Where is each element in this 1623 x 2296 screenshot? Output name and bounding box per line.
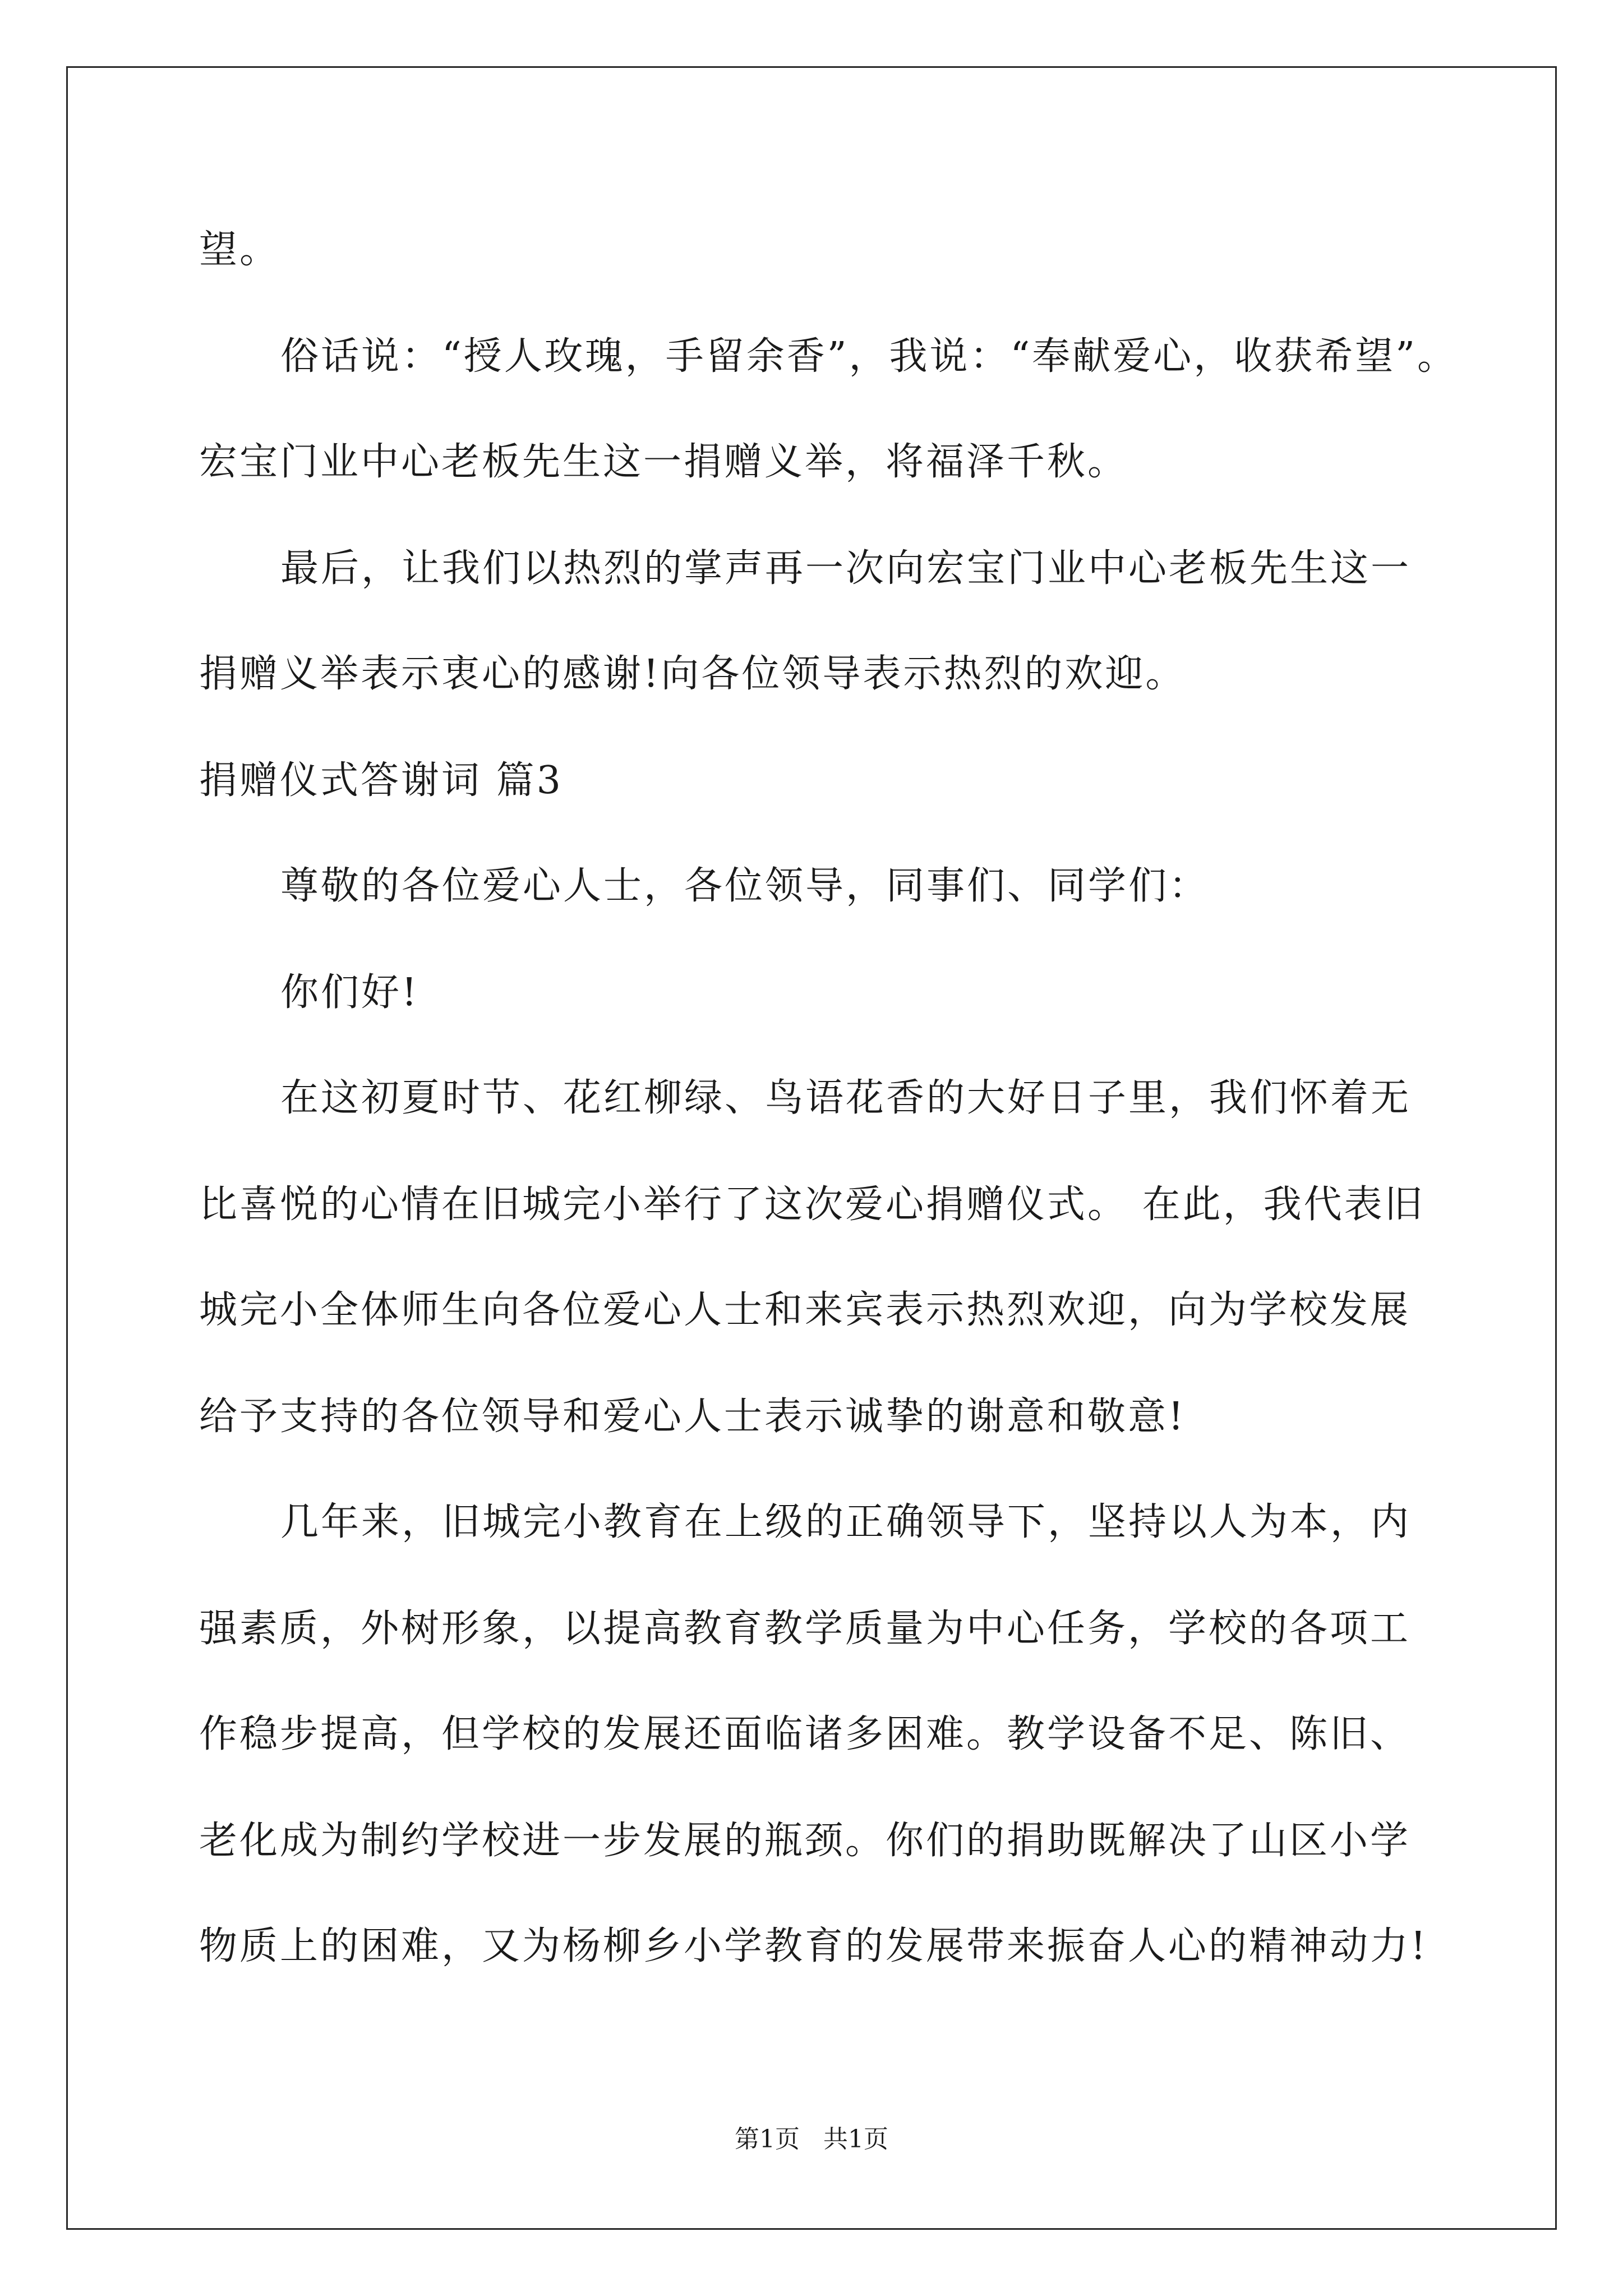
text-line: 作稳步提高，但学校的发展还面临诸多困难。教学设备不足、陈旧、: [199, 1712, 1411, 1756]
text-line: 在这初夏时节、花红柳绿、鸟语花香的大好日子里，我们怀着无: [280, 1076, 1412, 1120]
text-line: 宏宝门业中心老板先生这一捐赠义举，将福泽千秋。: [199, 440, 1128, 484]
text-line: 老化成为制约学校进一步发展的瓶颈。你们的捐助既解决了山区小学: [199, 1819, 1411, 1863]
text-line: 俗话说：“授人玫瑰，手留余香”，我说：“奉献爱心，收获希望”。: [280, 334, 1458, 379]
text-line: 几年来，旧城完小教育在上级的正确领导下，坚持以人为本，内: [280, 1500, 1412, 1544]
text-line: 强素质，外树形象，以提高教育教学质量为中心任务，学校的各项工: [199, 1607, 1411, 1651]
page-footer: 第1页 共1页: [735, 2125, 888, 2154]
text-line: 捐赠义举表示衷心的感谢!向各位领导表示热烈的欢迎。: [199, 652, 1186, 696]
text-line: 给予支持的各位领导和爱心人士表示诚挚的谢意和敬意!: [199, 1395, 1186, 1439]
text-line: 最后，让我们以热烈的掌声再一次向宏宝门业中心老板先生这一: [280, 546, 1412, 591]
section-heading: 捐赠仪式答谢词 篇3: [199, 758, 563, 803]
page-border: [66, 66, 1557, 2230]
text-line: 你们好!: [280, 970, 419, 1015]
text-line: 比喜悦的心情在旧城完小举行了这次爱心捐赠仪式。 在此，我代表旧: [199, 1182, 1425, 1227]
text-line: 城完小全体师生向各位爱心人士和来宾表示热烈欢迎，向为学校发展: [199, 1288, 1411, 1332]
text-line: 尊敬的各位爱心人士，各位领导，同事们、同学们：: [280, 864, 1210, 908]
text-line: 望。: [199, 228, 280, 272]
text-line: 物质上的困难，又为杨柳乡小学教育的发展带来振奋人心的精神动力!: [199, 1924, 1428, 1968]
